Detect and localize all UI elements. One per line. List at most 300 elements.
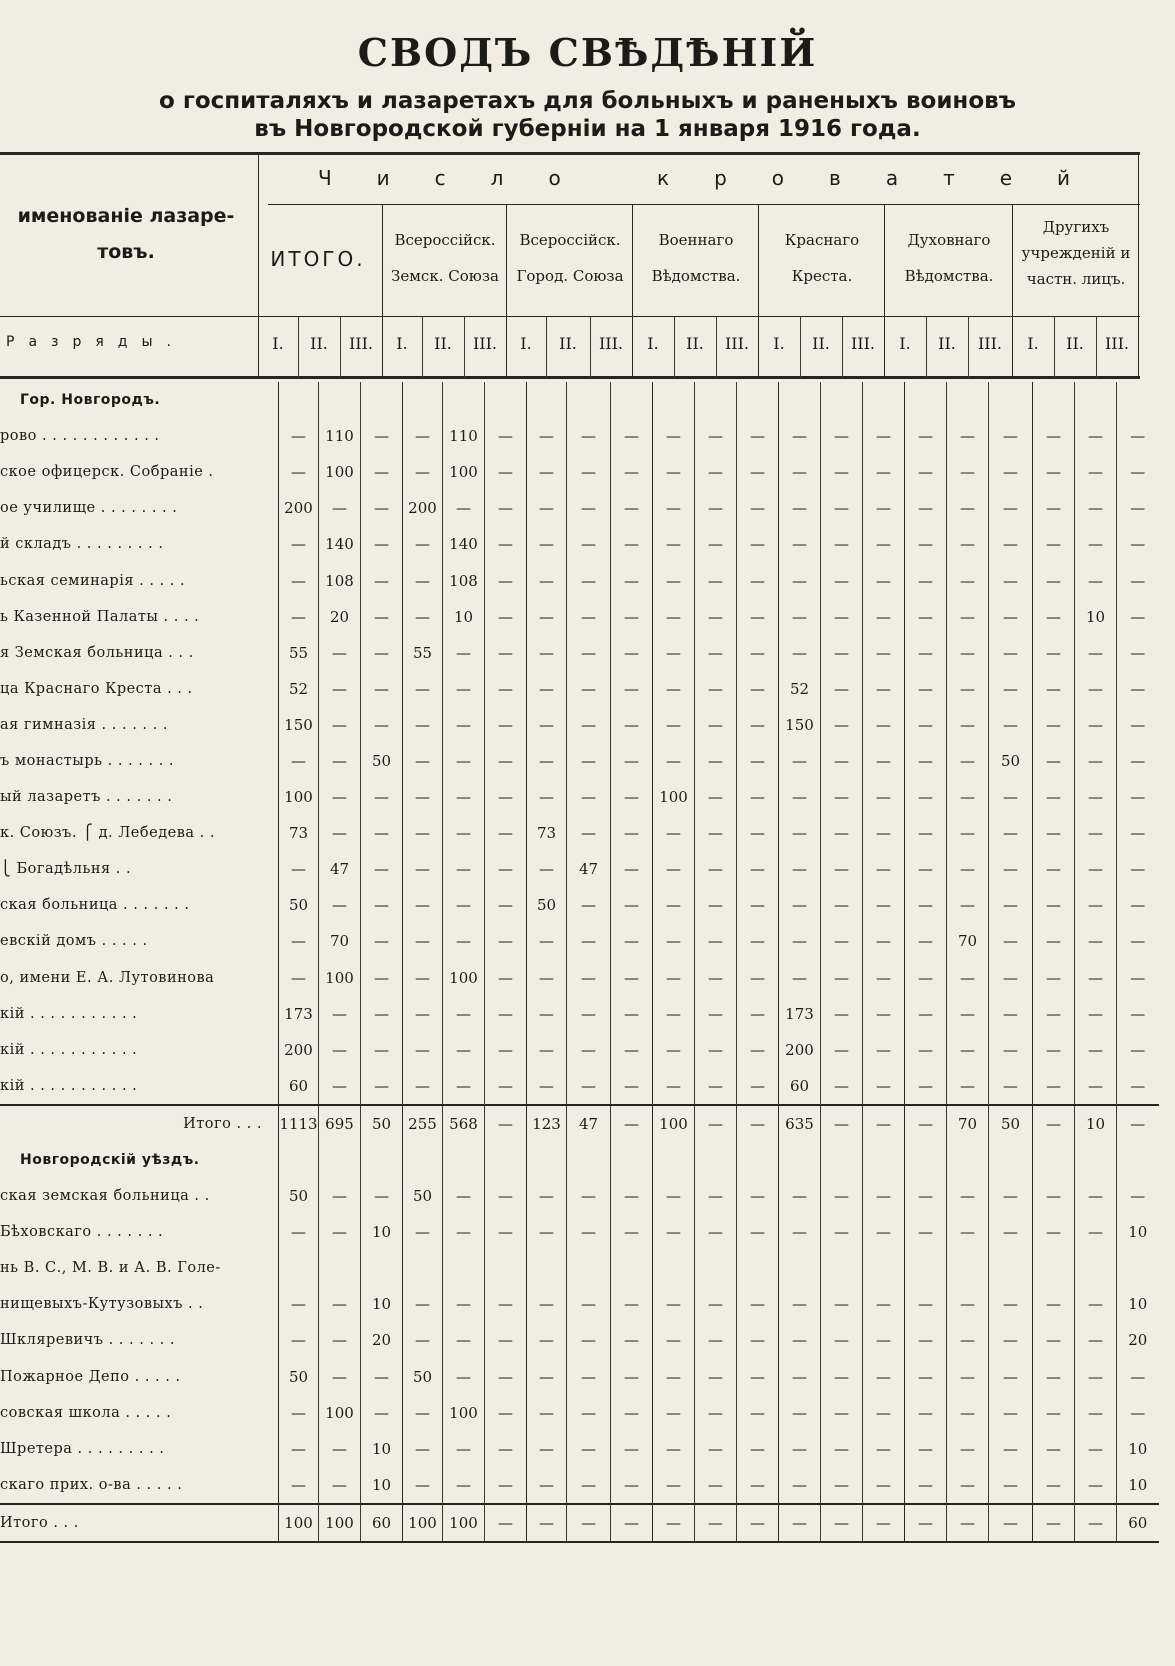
- cell-value: —: [527, 1504, 567, 1542]
- cell-value: 47: [319, 851, 361, 887]
- cell-value: —: [443, 635, 485, 671]
- cell-value: —: [1117, 1178, 1159, 1214]
- cell-value: —: [319, 1068, 361, 1105]
- cell-value: 60: [361, 1504, 403, 1542]
- cell-value: [821, 382, 863, 418]
- row-name: ь Казенной Палаты . . . .: [0, 608, 200, 625]
- cell-value: 108: [319, 562, 361, 598]
- cell-value: —: [779, 454, 821, 490]
- cell-value: —: [279, 526, 319, 562]
- cell-value: —: [611, 526, 653, 562]
- cell-value: —: [821, 996, 863, 1032]
- cell-value: —: [403, 960, 443, 996]
- cell-value: [443, 1142, 485, 1178]
- cell-value: —: [1033, 1431, 1075, 1467]
- cell-value: [989, 382, 1033, 418]
- cell-value: —: [279, 599, 319, 635]
- cell-value: 10: [1117, 1431, 1159, 1467]
- cell-value: 50: [361, 743, 403, 779]
- cell-value: —: [863, 562, 905, 598]
- cell-value: 150: [279, 707, 319, 743]
- cell-value: —: [779, 526, 821, 562]
- cell-value: [863, 1142, 905, 1178]
- cell-value: —: [485, 743, 527, 779]
- cell-value: —: [1033, 996, 1075, 1032]
- cell-value: —: [905, 562, 947, 598]
- cell-value: —: [611, 743, 653, 779]
- cell-value: 173: [779, 996, 821, 1032]
- cell-value: —: [989, 996, 1033, 1032]
- cell-value: —: [527, 707, 567, 743]
- cell-value: —: [779, 1214, 821, 1250]
- name-column-header-line1: именованіе лазаре-: [17, 205, 235, 227]
- cell-value: [947, 382, 989, 418]
- cell-value: —: [567, 1359, 611, 1395]
- cell-value: —: [527, 1431, 567, 1467]
- cell-value: —: [485, 671, 527, 707]
- group-header-military-line1: Военнаго: [658, 231, 734, 249]
- group-header-zemsky: [384, 222, 506, 294]
- cell-value: [653, 1250, 695, 1286]
- cell-value: 100: [443, 1504, 485, 1542]
- cell-value: 70: [947, 923, 989, 959]
- cell-value: —: [485, 490, 527, 526]
- row-name: скаго прих. о-ва . . . . .: [0, 1476, 183, 1493]
- cell-value: [1117, 1142, 1159, 1178]
- rank-label: II.: [1066, 334, 1084, 353]
- cell-value: —: [1033, 490, 1075, 526]
- cell-value: —: [947, 635, 989, 671]
- cell-value: —: [361, 454, 403, 490]
- cell-value: —: [947, 526, 989, 562]
- cell-value: —: [361, 1395, 403, 1431]
- cell-value: —: [821, 635, 863, 671]
- rank-label: III.: [598, 334, 624, 353]
- cell-value: —: [527, 526, 567, 562]
- cell-value: —: [611, 1431, 653, 1467]
- cell-value: —: [527, 454, 567, 490]
- table-row: [0, 1214, 1159, 1250]
- cell-value: —: [611, 1504, 653, 1542]
- cell-value: —: [821, 1105, 863, 1142]
- cell-value: —: [863, 1467, 905, 1504]
- cell-value: —: [695, 418, 737, 454]
- cell-value: —: [1033, 815, 1075, 851]
- cell-value: —: [443, 671, 485, 707]
- cell-value: —: [821, 1395, 863, 1431]
- data-table-area: [0, 382, 1175, 1662]
- cell-value: —: [863, 1286, 905, 1322]
- cell-value: —: [1033, 1395, 1075, 1431]
- cell-value: —: [905, 743, 947, 779]
- cell-value: —: [567, 526, 611, 562]
- cell-value: —: [1033, 1504, 1075, 1542]
- cell-value: —: [1117, 779, 1159, 815]
- cell-value: —: [863, 851, 905, 887]
- cell-value: —: [443, 1467, 485, 1504]
- cell-value: —: [279, 418, 319, 454]
- document-subtitle-line2: въ Новгородской губерніи на 1 января 1916 года.: [254, 116, 921, 142]
- cell-value: —: [947, 490, 989, 526]
- row-name: Шкляревичъ . . . . . . .: [0, 1332, 175, 1349]
- row-name: ая гимназія . . . . . . .: [0, 716, 168, 733]
- cell-value: —: [695, 1504, 737, 1542]
- cell-value: —: [989, 418, 1033, 454]
- cell-value: —: [653, 1395, 695, 1431]
- cell-value: [279, 382, 319, 418]
- cell-value: 695: [319, 1105, 361, 1142]
- cell-value: —: [485, 599, 527, 635]
- cell-value: —: [1033, 526, 1075, 562]
- cell-value: —: [567, 1322, 611, 1358]
- row-name: Бѣховскаго . . . . . . .: [0, 1224, 164, 1241]
- cell-value: —: [989, 707, 1033, 743]
- cell-value: —: [947, 743, 989, 779]
- cell-value: —: [319, 996, 361, 1032]
- cell-value: —: [403, 743, 443, 779]
- cell-value: —: [567, 1395, 611, 1431]
- cell-value: [737, 1250, 779, 1286]
- cell-value: —: [443, 1322, 485, 1358]
- cell-value: —: [1033, 635, 1075, 671]
- cell-value: —: [611, 1105, 653, 1142]
- rank-label: I.: [272, 334, 284, 353]
- cell-value: —: [821, 707, 863, 743]
- cell-value: 10: [443, 599, 485, 635]
- cell-value: —: [485, 779, 527, 815]
- cell-value: —: [527, 599, 567, 635]
- cell-value: —: [527, 851, 567, 887]
- cell-value: —: [821, 815, 863, 851]
- cell-value: —: [821, 923, 863, 959]
- cell-value: —: [905, 851, 947, 887]
- cell-value: —: [1075, 418, 1117, 454]
- cell-value: —: [989, 454, 1033, 490]
- cell-value: —: [989, 887, 1033, 923]
- cell-value: —: [485, 1431, 527, 1467]
- table-row: [0, 1322, 1159, 1358]
- cell-value: —: [737, 418, 779, 454]
- cell-value: [279, 1142, 319, 1178]
- cell-value: [1075, 1250, 1117, 1286]
- row-name: рово . . . . . . . . . . . .: [0, 428, 160, 445]
- cell-value: —: [737, 1431, 779, 1467]
- cell-value: —: [611, 1032, 653, 1068]
- cell-value: 100: [403, 1504, 443, 1542]
- cell-value: —: [1075, 851, 1117, 887]
- cell-value: —: [485, 960, 527, 996]
- cell-value: —: [821, 851, 863, 887]
- cell-value: [905, 1250, 947, 1286]
- group-header-gorodskoy: [508, 222, 632, 294]
- cell-value: —: [653, 599, 695, 635]
- cell-value: —: [989, 526, 1033, 562]
- group-header-gorodskoy-line2: Город. Союза: [516, 267, 624, 285]
- cell-value: 50: [989, 743, 1033, 779]
- cell-value: —: [1075, 454, 1117, 490]
- cell-value: —: [485, 1105, 527, 1142]
- cell-value: —: [361, 887, 403, 923]
- cell-value: —: [403, 779, 443, 815]
- cell-value: 52: [779, 671, 821, 707]
- cell-value: —: [695, 1032, 737, 1068]
- group-header-zemsky-line2: Земск. Союза: [391, 267, 499, 285]
- cell-value: —: [1117, 996, 1159, 1032]
- cell-value: —: [527, 1214, 567, 1250]
- cell-value: —: [821, 599, 863, 635]
- cell-value: [1117, 1250, 1159, 1286]
- cell-value: —: [403, 454, 443, 490]
- cell-value: —: [905, 996, 947, 1032]
- cell-value: —: [863, 923, 905, 959]
- rank-label: III.: [472, 334, 498, 353]
- cell-value: —: [737, 779, 779, 815]
- cell-value: —: [1117, 635, 1159, 671]
- cell-value: —: [737, 454, 779, 490]
- cell-value: —: [989, 635, 1033, 671]
- table-row: [0, 1286, 1159, 1322]
- cell-value: —: [527, 743, 567, 779]
- cell-value: 73: [527, 815, 567, 851]
- group-header-clergy-line2: Вѣдомства.: [904, 267, 994, 285]
- row-name: к. Союзъ. ⎧ д. Лебедева . .: [0, 825, 215, 842]
- group-header-other: [1014, 214, 1138, 292]
- cell-value: —: [567, 1286, 611, 1322]
- row-name: ъ монастырь . . . . . . .: [0, 752, 175, 769]
- cell-value: —: [1033, 1359, 1075, 1395]
- cell-value: —: [737, 1322, 779, 1358]
- cell-value: —: [821, 1322, 863, 1358]
- cell-value: —: [319, 635, 361, 671]
- cell-value: —: [485, 1504, 527, 1542]
- cell-value: —: [737, 671, 779, 707]
- cell-value: —: [989, 599, 1033, 635]
- row-name: Итого . . .: [0, 1105, 279, 1142]
- cell-value: 55: [403, 635, 443, 671]
- cell-value: —: [779, 418, 821, 454]
- cell-value: —: [1117, 599, 1159, 635]
- cell-value: —: [1117, 1359, 1159, 1395]
- cell-value: —: [611, 671, 653, 707]
- row-name: кій . . . . . . . . . . .: [0, 1041, 138, 1058]
- cell-value: —: [403, 1286, 443, 1322]
- cell-value: —: [1033, 923, 1075, 959]
- row-name: ьская семинарія . . . . .: [0, 572, 186, 589]
- cell-value: 140: [443, 526, 485, 562]
- total-row: [0, 1504, 1159, 1542]
- row-name: нь В. С., М. В. и А. В. Голе-: [0, 1260, 221, 1277]
- cell-value: —: [695, 562, 737, 598]
- cell-value: —: [695, 815, 737, 851]
- hospital-beds-table: [0, 382, 1159, 1543]
- cell-value: —: [737, 1214, 779, 1250]
- cell-value: —: [485, 635, 527, 671]
- cell-value: —: [403, 1068, 443, 1105]
- row-name: ца Краснаго Креста . . .: [0, 680, 193, 697]
- cell-value: [821, 1250, 863, 1286]
- cell-value: —: [737, 1359, 779, 1395]
- cell-value: —: [567, 562, 611, 598]
- cell-value: [319, 1250, 361, 1286]
- cell-value: [611, 382, 653, 418]
- cell-value: —: [1117, 1068, 1159, 1105]
- cell-value: —: [737, 960, 779, 996]
- cell-value: —: [779, 851, 821, 887]
- cell-value: [737, 382, 779, 418]
- cell-value: —: [695, 1359, 737, 1395]
- cell-value: —: [779, 1431, 821, 1467]
- group-header-clergy: [886, 222, 1012, 294]
- cell-value: —: [695, 996, 737, 1032]
- cell-value: [611, 1250, 653, 1286]
- cell-value: —: [905, 815, 947, 851]
- cell-value: —: [905, 1032, 947, 1068]
- cell-value: —: [1117, 960, 1159, 996]
- cell-value: 50: [989, 1105, 1033, 1142]
- rank-label: I.: [899, 334, 911, 353]
- cell-value: [653, 1142, 695, 1178]
- cell-value: —: [485, 526, 527, 562]
- cell-value: —: [527, 960, 567, 996]
- rank-label: III.: [850, 334, 876, 353]
- cell-value: —: [779, 490, 821, 526]
- cell-value: —: [905, 1068, 947, 1105]
- cell-value: —: [863, 707, 905, 743]
- cell-value: —: [527, 490, 567, 526]
- cell-value: —: [443, 887, 485, 923]
- cell-value: —: [527, 562, 567, 598]
- cell-value: —: [695, 887, 737, 923]
- cell-value: —: [653, 1431, 695, 1467]
- cell-value: —: [863, 1214, 905, 1250]
- cell-value: —: [567, 418, 611, 454]
- cell-value: —: [653, 1178, 695, 1214]
- rank-label: III.: [977, 334, 1003, 353]
- table-row: [0, 454, 1159, 490]
- cell-value: —: [485, 996, 527, 1032]
- cell-value: —: [821, 454, 863, 490]
- cell-value: —: [653, 887, 695, 923]
- table-row: [0, 887, 1159, 923]
- cell-value: [527, 1142, 567, 1178]
- cell-value: —: [989, 1286, 1033, 1322]
- cell-value: —: [779, 960, 821, 996]
- cell-value: —: [947, 1395, 989, 1431]
- cell-value: [947, 1250, 989, 1286]
- cell-value: —: [279, 1214, 319, 1250]
- cell-value: —: [863, 779, 905, 815]
- cell-value: —: [737, 526, 779, 562]
- cell-value: —: [279, 1431, 319, 1467]
- cell-value: [279, 1250, 319, 1286]
- cell-value: —: [653, 923, 695, 959]
- cell-value: —: [611, 1178, 653, 1214]
- cell-value: —: [695, 1395, 737, 1431]
- cell-value: —: [443, 1359, 485, 1395]
- cell-value: —: [653, 454, 695, 490]
- cell-value: —: [947, 1068, 989, 1105]
- row-name: Новгородскій уѣздъ.: [20, 1152, 200, 1169]
- cell-value: —: [1033, 743, 1075, 779]
- cell-value: —: [821, 1178, 863, 1214]
- cell-value: —: [1033, 1105, 1075, 1142]
- cell-value: —: [737, 1286, 779, 1322]
- cell-value: [863, 382, 905, 418]
- cell-value: —: [361, 707, 403, 743]
- cell-value: —: [611, 635, 653, 671]
- cell-value: —: [567, 671, 611, 707]
- cell-value: —: [279, 1286, 319, 1322]
- group-header-other-line2: учрежденій и: [1021, 244, 1131, 262]
- cell-value: —: [527, 671, 567, 707]
- name-column-header: [6, 198, 246, 270]
- cell-value: —: [737, 1395, 779, 1431]
- cell-value: —: [863, 418, 905, 454]
- cell-value: 70: [947, 1105, 989, 1142]
- cell-value: —: [527, 1178, 567, 1214]
- cell-value: 1113: [279, 1105, 319, 1142]
- cell-value: —: [695, 526, 737, 562]
- cell-value: —: [863, 996, 905, 1032]
- cell-value: —: [1075, 1359, 1117, 1395]
- cell-value: 123: [527, 1105, 567, 1142]
- cell-value: 255: [403, 1105, 443, 1142]
- cell-value: —: [1117, 454, 1159, 490]
- cell-value: 47: [567, 1105, 611, 1142]
- cell-value: [695, 1142, 737, 1178]
- cell-value: —: [485, 1395, 527, 1431]
- cell-value: —: [567, 1431, 611, 1467]
- cell-value: —: [989, 923, 1033, 959]
- table-row: [0, 851, 1159, 887]
- cell-value: —: [737, 599, 779, 635]
- cell-value: —: [611, 1286, 653, 1322]
- cell-value: —: [403, 526, 443, 562]
- rank-label: III.: [348, 334, 374, 353]
- cell-value: —: [319, 490, 361, 526]
- cell-value: —: [821, 490, 863, 526]
- cell-value: 10: [361, 1431, 403, 1467]
- cell-value: 568: [443, 1105, 485, 1142]
- table-row: [0, 1178, 1159, 1214]
- cell-value: —: [737, 851, 779, 887]
- cell-value: 52: [279, 671, 319, 707]
- cell-value: —: [821, 526, 863, 562]
- cell-value: —: [695, 1068, 737, 1105]
- group-header-red-cross-line1: Краснаго: [784, 231, 860, 249]
- cell-value: —: [779, 635, 821, 671]
- cell-value: —: [485, 1068, 527, 1105]
- table-row: [0, 635, 1159, 671]
- table-row: [0, 996, 1159, 1032]
- cell-value: —: [653, 1286, 695, 1322]
- cell-value: —: [1075, 490, 1117, 526]
- cell-value: [567, 382, 611, 418]
- cell-value: [1033, 1250, 1075, 1286]
- cell-value: —: [695, 1178, 737, 1214]
- cell-value: —: [567, 743, 611, 779]
- cell-value: —: [611, 490, 653, 526]
- cell-value: —: [1075, 1504, 1117, 1542]
- cell-value: —: [947, 599, 989, 635]
- cell-value: —: [567, 1214, 611, 1250]
- document-subtitle-line1: о госпиталяхъ и лазаретахъ для больныхъ и раненыхъ воиновъ: [159, 88, 1016, 114]
- cell-value: —: [485, 1359, 527, 1395]
- cell-value: —: [567, 887, 611, 923]
- cell-value: [1033, 1142, 1075, 1178]
- cell-value: —: [905, 599, 947, 635]
- cell-value: —: [863, 671, 905, 707]
